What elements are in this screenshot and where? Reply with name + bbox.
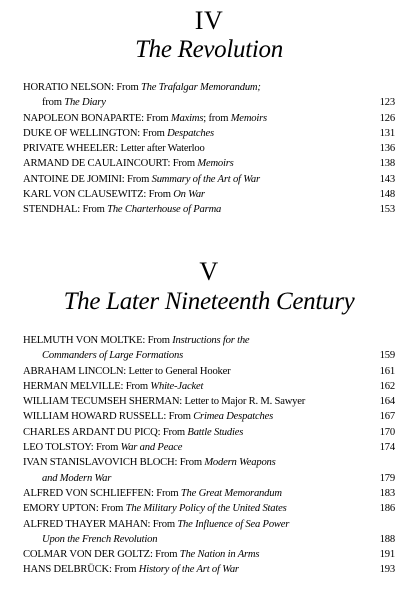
- entry-text: From: [95, 442, 121, 454]
- page-number: 170: [379, 426, 395, 438]
- page-number: 126: [379, 112, 395, 124]
- entry-text: From: [146, 112, 171, 124]
- toc-entries-part-iv: [23, 80, 395, 218]
- page-number: 123: [379, 97, 395, 109]
- toc-entry: [23, 80, 395, 111]
- toc-entry-line: [23, 455, 395, 470]
- work-title: The Great Memorandum: [180, 487, 282, 499]
- toc-entry: [23, 440, 395, 455]
- work-title: History of the Art of War: [138, 564, 239, 576]
- work-title: Battle Studies: [187, 426, 244, 438]
- work-title: White-Jacket: [150, 380, 204, 392]
- page-number: 167: [379, 411, 395, 423]
- toc-entry-line: [23, 394, 395, 409]
- page-number: 143: [379, 173, 395, 185]
- entry-text: From: [82, 204, 108, 216]
- author-name: ANTOINE DE JOMINI:: [23, 173, 125, 185]
- entry-text: From: [162, 426, 188, 438]
- work-title: Commanders of Large Formations: [42, 350, 184, 362]
- page-number: 183: [379, 487, 395, 499]
- page-number: 153: [379, 204, 395, 216]
- toc-entry: [23, 141, 395, 156]
- work-title: War and Peace: [120, 442, 183, 454]
- author-name: PRIVATE WHEELER:: [23, 143, 118, 155]
- toc-entry: [23, 126, 395, 141]
- work-title: Memoirs: [197, 158, 234, 170]
- work-title: The Charterhouse of Parma: [107, 204, 222, 216]
- page-number: 179: [379, 472, 395, 484]
- toc-entry: [23, 172, 395, 187]
- entry-text: From: [148, 189, 174, 201]
- toc-entry-line: [23, 111, 395, 126]
- author-name: CHARLES ARDANT DU PICQ:: [23, 426, 161, 438]
- entry-text: From: [147, 335, 173, 346]
- work-title: The Influence of Sea Power: [177, 518, 290, 530]
- author-name: LEO TOLSTOY:: [23, 442, 94, 454]
- entry-text: From: [168, 411, 194, 423]
- author-name: DUKE OF WELLINGTON:: [23, 127, 141, 139]
- toc-entry-line: [23, 440, 395, 455]
- toc-entry-line: [23, 471, 395, 486]
- toc-entries-part-v: [23, 333, 395, 578]
- toc-entry-line: [23, 172, 395, 187]
- toc-entry-line: [23, 156, 395, 171]
- page-number: 148: [379, 189, 395, 201]
- author-name: EMORY UPTON:: [23, 503, 99, 515]
- author-name: HANS DELBRÜCK:: [23, 564, 112, 576]
- toc-entry: [23, 562, 395, 577]
- entry-text: From: [127, 173, 152, 185]
- toc-entry-line: [23, 486, 395, 501]
- work-title: The Military Policy of the United States: [125, 503, 287, 515]
- page-number: 191: [379, 549, 395, 561]
- toc-entry-line: [23, 202, 395, 217]
- toc-entry-line: [23, 364, 395, 379]
- work-title: The Diary: [64, 97, 106, 109]
- entry-text: From: [179, 457, 205, 469]
- work-title: Maxims: [170, 112, 204, 124]
- page-number: 136: [379, 143, 395, 155]
- toc-entry: [23, 455, 395, 486]
- toc-entry-line: [23, 80, 395, 95]
- author-name: NAPOLEON BONAPARTE:: [23, 112, 144, 124]
- part-iv: [0, 8, 418, 64]
- entry-text: Letter to Major R. M. Sawyer: [184, 396, 306, 408]
- page-number: 138: [379, 158, 395, 170]
- part-numeral: V: [199, 257, 219, 286]
- entry-text: Letter after Waterloo: [120, 143, 205, 155]
- toc-entry-line: [23, 532, 395, 547]
- toc-entry-line: [23, 187, 395, 202]
- author-name: COLMAR VON DER GOLTZ:: [23, 549, 153, 561]
- entry-text: From: [114, 564, 139, 576]
- author-name: WILLIAM HOWARD RUSSELL:: [23, 411, 167, 423]
- page-number: 164: [379, 396, 395, 408]
- entry-text: From: [155, 549, 180, 561]
- entry-text: Letter to General Hooker: [128, 365, 231, 377]
- toc-entry: [23, 379, 395, 394]
- toc-entry-line: [23, 425, 395, 440]
- author-name: ALFRED THAYER MAHAN:: [23, 518, 151, 530]
- author-name: HELMUTH VON MOLTKE:: [23, 335, 146, 346]
- work-title: Crimea Despatches: [193, 411, 274, 423]
- part-title: The Revolution: [135, 36, 283, 63]
- page-number: 174: [379, 442, 395, 454]
- page-number: 186: [379, 503, 395, 515]
- toc-entry: [23, 425, 395, 440]
- part-v: [0, 259, 418, 316]
- toc-entry-line: [23, 379, 395, 394]
- part-title: The Later Nineteenth Century: [63, 288, 355, 315]
- author-name: STENDHAL:: [23, 204, 81, 216]
- work-title: Upon the French Revolution: [42, 533, 158, 545]
- work-title: The Nation in Arms: [179, 549, 260, 561]
- toc-entry: [23, 364, 395, 379]
- page-number: 131: [379, 127, 395, 139]
- toc-entry: [23, 501, 395, 516]
- work-title: Instructions for the: [172, 335, 250, 346]
- toc-entry-line: [23, 95, 395, 110]
- toc-entry-line: [23, 517, 395, 532]
- toc-entry: [23, 202, 395, 217]
- work-title: On War: [173, 189, 205, 201]
- toc-entry-line: [23, 547, 395, 562]
- entry-text: From: [116, 82, 141, 93]
- author-name: HERMAN MELVILLE:: [23, 380, 124, 392]
- toc-entry-line: [23, 348, 395, 363]
- page-number: 193: [379, 564, 395, 576]
- toc-entry-line: [23, 562, 395, 577]
- author-name: KARL VON CLAUSEWITZ:: [23, 189, 147, 201]
- toc-entry: [23, 486, 395, 501]
- toc-entry-line: [23, 333, 395, 348]
- toc-entry-line: [23, 501, 395, 516]
- toc-entry-line: [23, 126, 395, 141]
- toc-entry: [23, 394, 395, 409]
- toc-entry: [23, 187, 395, 202]
- page-number: 161: [379, 365, 395, 377]
- author-name: ABRAHAM LINCOLN:: [23, 365, 127, 377]
- author-name: ARMAND DE CAULAINCOURT:: [23, 158, 171, 170]
- entry-text: From: [125, 380, 151, 392]
- author-name: ALFRED VON SCHLIEFFEN:: [23, 487, 154, 499]
- entry-text: From: [156, 487, 181, 499]
- work-title: and Modern War: [42, 472, 112, 484]
- toc-entry: [23, 409, 395, 424]
- entry-text: from: [42, 97, 65, 109]
- part-numeral: IV: [194, 6, 224, 35]
- toc-entry: [23, 333, 395, 364]
- work-title: The Trafalgar Memorandum;: [140, 82, 261, 93]
- page-number: 159: [379, 350, 395, 362]
- author-name: IVAN STANISLAVOVICH BLOCH:: [23, 457, 178, 469]
- page-number: 188: [379, 533, 395, 545]
- toc-entry: [23, 517, 395, 548]
- entry-text: ; from: [203, 112, 231, 124]
- work-title: Summary of the Art of War: [151, 173, 260, 185]
- toc-entry: [23, 547, 395, 562]
- author-name: HORATIO NELSON:: [23, 82, 114, 93]
- work-title: Despatches: [167, 127, 214, 139]
- toc-entry-line: [23, 141, 395, 156]
- page-number: 162: [379, 380, 395, 392]
- entry-text: From: [172, 158, 198, 170]
- toc-entry-line: [23, 409, 395, 424]
- toc-entry: [23, 111, 395, 126]
- entry-text: From: [101, 503, 126, 515]
- toc-entry: [23, 156, 395, 171]
- entry-text: From: [142, 127, 168, 139]
- author-name: WILLIAM TECUMSEH SHERMAN:: [23, 396, 183, 408]
- entry-text: From: [152, 518, 178, 530]
- work-title: Memoirs: [230, 112, 267, 124]
- work-title: Modern Weapons: [204, 457, 276, 469]
